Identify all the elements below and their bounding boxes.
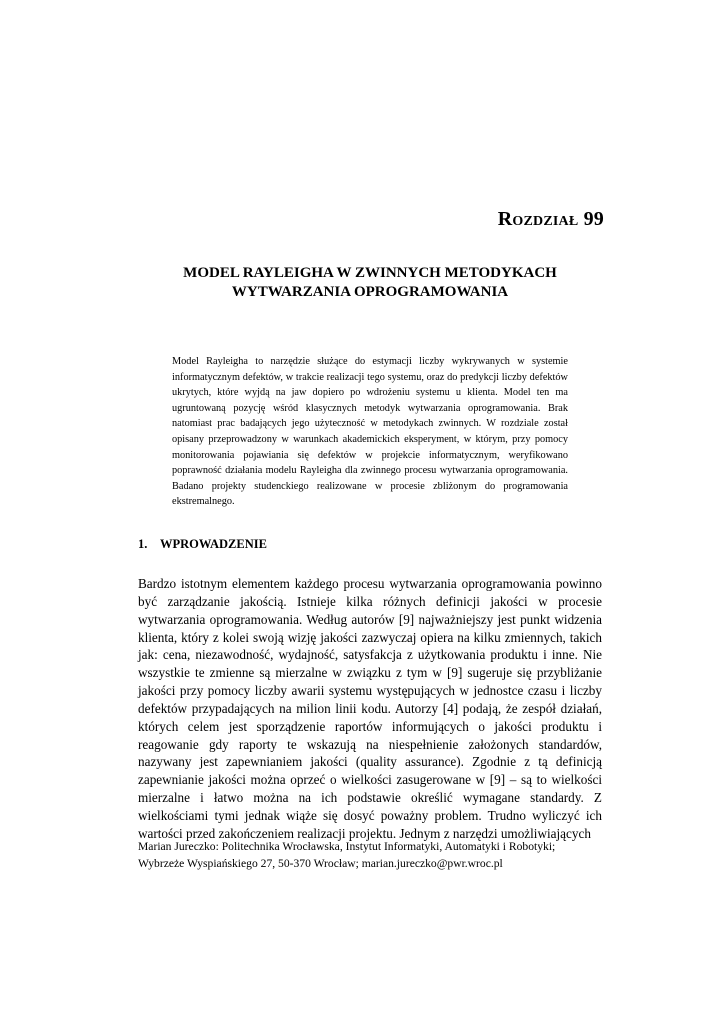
footnote-line-1: Marian Jureczko: Politechnika Wrocławska, Instytut Informatyki, Automatyki i Robotyki; [138,840,556,853]
chapter-title [150,264,590,302]
abstract [172,354,568,510]
section-number: 1. [138,537,148,551]
title-line-1: MODEL RAYLEIGHA W ZWINNYCH METODYKACH [183,265,557,281]
body-paragraph: Bardzo istotnym elementem każdego procesu wytwarzania oprogramowania powinno być zarządzanie jakością. Istnieje kilka różnych definicji jakości w procesie wytwarzania oprogramowania. Według autorów [9] najważniejszy jest punkt widzenia klienta, który z kolei swoją wizję jakości zazwyczaj opiera na kilku zmiennych, takich jak: cena, niezawodność, wydajność, satysfakcja z użytkowania produktu i inne. Nie wszystkie te zmienne są mierzalne w związku z tym w [9] sugeruje się przybliżanie jakości przy pomocy liczby awarii systemu występujących w jednostce czasu i liczby defektów przypadających na milion linii kodu. Autorzy [4] podają, że zespół działań, których celem jest sporządzenie raportów informujących o jakości produktu i reagowanie gdy raporty te wskazują na niespełnienie założonych standardów, nazywany jest zapewnianiem jakości (quality assurance). Zgodnie z tą definicją zapewnianie jakości można oprzeć o wielkości zasugerowane w [9] – są to wielkości mierzalne i łatwo można na ich podstawie określić wymagane standardy. Z wielkościami tymi jednak wiąże się dosyć poważny problem. Trudno wyliczyć ich wartości przed zakończeniem realizacji projektu. Jednym z narzędzi umożliwiających [138,576,602,841]
author-footnote [138,838,602,872]
title-line-2: WYTWARZANIA OPROGRAMOWANIA [231,284,509,300]
body-text [138,575,602,843]
section-heading [138,537,267,552]
footnote-line-2: Wybrzeże Wyspiańskiego 27, 50-370 Wrocław; marian.jureczko@pwr.wroc.pl [138,857,503,870]
section-title: WPROWADZENIE [160,537,267,551]
chapter-label: Rozdział 99 [497,208,604,230]
abstract-text: Model Rayleigha to narzędzie służące do estymacji liczby wykrywanych w systemie informatycznym defektów, w trakcie realizacji tego systemu, oraz do predykcji liczby defektów ukrytych, które wyjdą na jaw dopiero po wdrożeniu systemu u klienta. Model ten ma ugruntowaną pozycję wśród klasycznych metodyk wytwarzania oprogramowania. Brak natomiast prac badających jego użyteczność w metodykach zwinnych. W rozdziale został opisany przeprowadzony w warunkach akademickich eksperyment, w którym, przy pomocy monitorowania pojawiania się defektów w projekcie informatycznym, weryfikowano poprawność działania modelu Rayleigha dla zwinnego procesu wytwarzania oprogramowania. Badano projekty studenckiego realizowane w procesie zbliżonym do programowania ekstremalnego. [172,356,568,508]
